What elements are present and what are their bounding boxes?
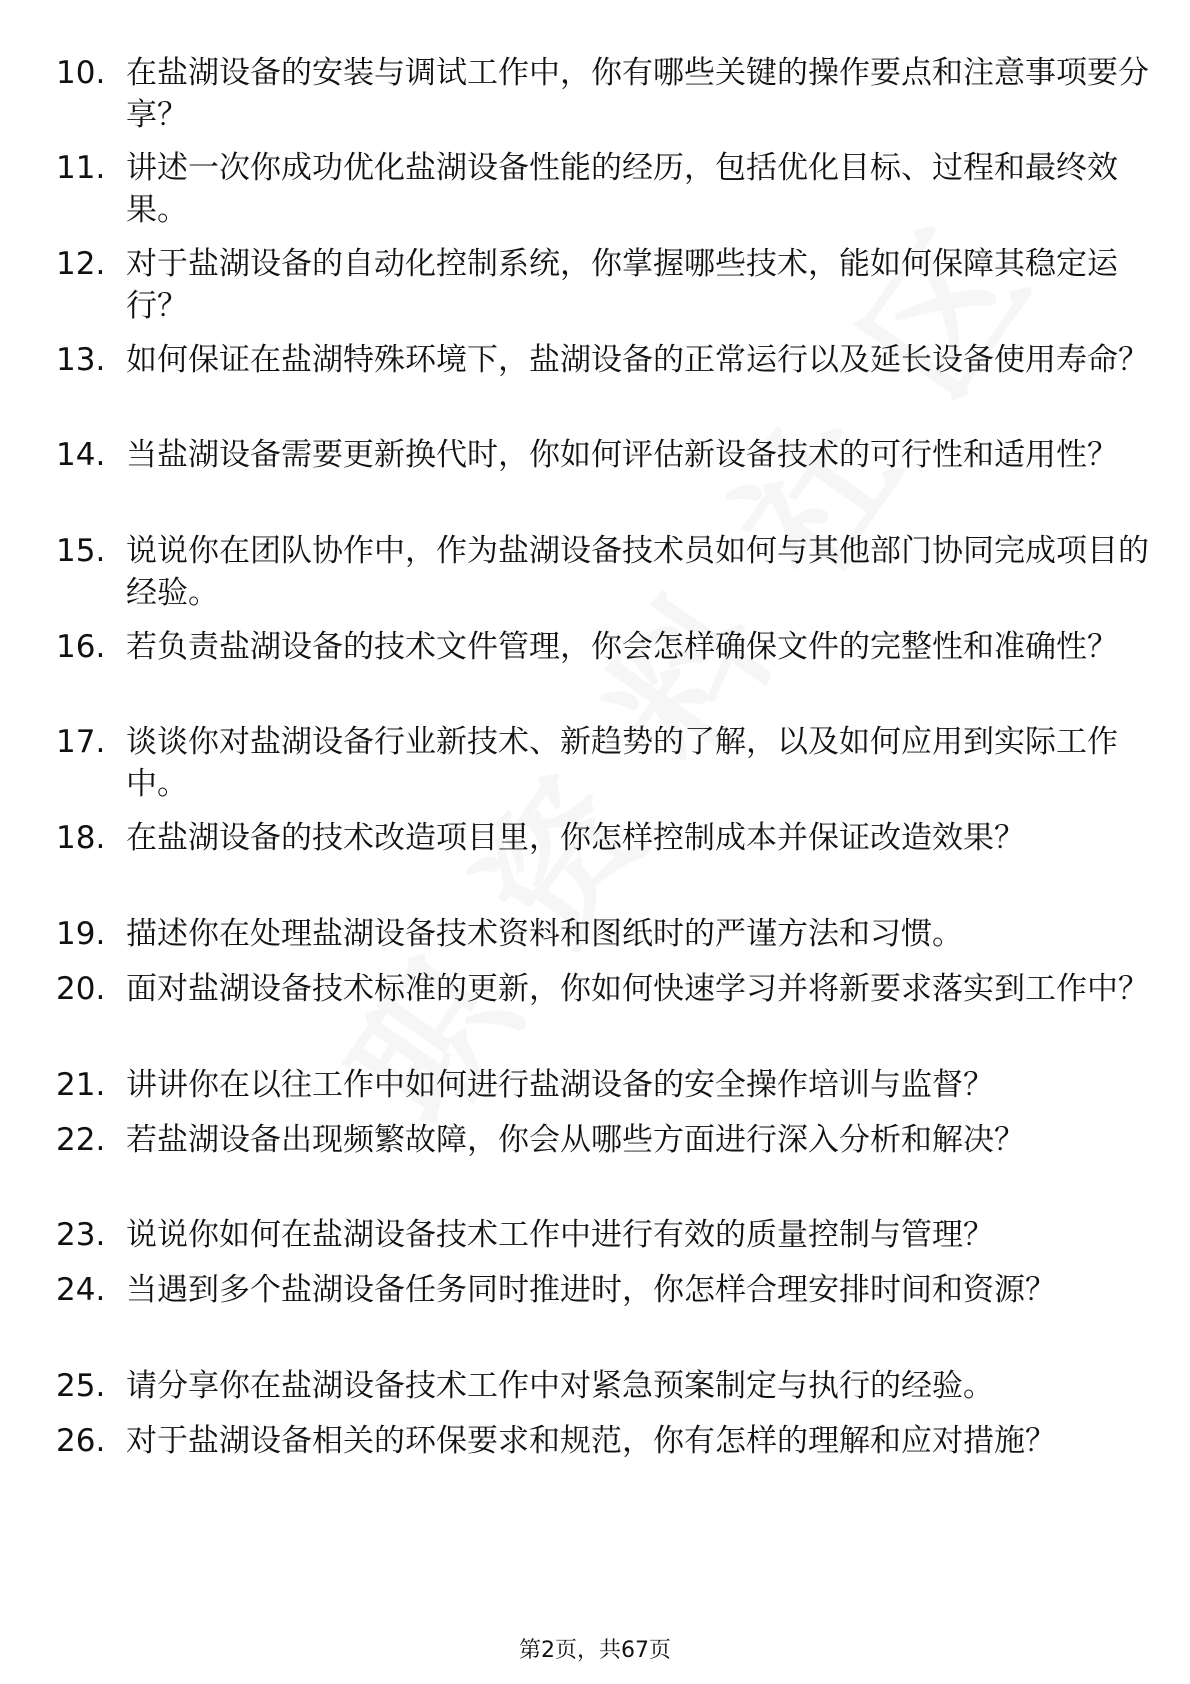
question-text: 说说你如何在盐湖设备技术工作中进行有效的质量控制与管理？ — [126, 1217, 994, 1253]
question-item — [56, 1365, 1136, 1407]
question-number: 19. — [56, 916, 106, 952]
question-number: 23. — [56, 1217, 106, 1253]
question-text: 说说你在团队协作中，作为盐湖设备技术员如何与其他部门协同完成项目的经验。 — [126, 533, 1149, 611]
question-number: 13. — [56, 342, 106, 378]
question-number: 24. — [56, 1272, 106, 1308]
question-item — [56, 434, 1136, 518]
question-text: 讲讲你在以往工作中如何进行盐湖设备的安全操作培训与监督？ — [126, 1067, 994, 1103]
question-text: 当遇到多个盐湖设备任务同时推进时，你怎样合理安排时间和资源？ — [126, 1272, 1056, 1308]
question-number: 17. — [56, 724, 106, 760]
question-number: 18. — [56, 820, 106, 856]
page-number-label: 第2页，共67页 — [519, 1638, 671, 1663]
question-number: 10. — [56, 55, 106, 91]
question-text: 当盐湖设备需要更新换代时，你如何评估新设备技术的可行性和适用性？ — [126, 437, 1118, 473]
question-text: 请分享你在盐湖设备技术工作中对紧急预案制定与执行的经验。 — [126, 1368, 994, 1404]
question-number: 22. — [56, 1122, 106, 1158]
question-number: 16. — [56, 629, 106, 665]
question-number: 21. — [56, 1067, 106, 1103]
question-item — [56, 817, 1136, 901]
question-text: 如何保证在盐湖特殊环境下，盐湖设备的正常运行以及延长设备使用寿命？ — [126, 342, 1149, 378]
question-text: 在盐湖设备的安装与调试工作中，你有哪些关键的操作要点和注意事项要分享？ — [126, 55, 1149, 133]
question-item — [56, 913, 1136, 955]
question-text: 在盐湖设备的技术改造项目里，你怎样控制成本并保证改造效果？ — [126, 820, 1025, 856]
question-number: 12. — [56, 246, 106, 282]
question-text: 面对盐湖设备技术标准的更新，你如何快速学习并将新要求落实到工作中？ — [126, 971, 1149, 1007]
question-item — [56, 1119, 1136, 1203]
question-text: 谈谈你对盐湖设备行业新技术、新趋势的了解，以及如何应用到实际工作中。 — [126, 724, 1118, 802]
question-item — [56, 339, 1149, 423]
question-number: 14. — [56, 437, 106, 473]
question-item — [56, 243, 1136, 327]
page-footer — [0, 1636, 1190, 1666]
question-item — [56, 1214, 1136, 1256]
question-number: 25. — [56, 1368, 106, 1404]
question-text: 对于盐湖设备的自动化控制系统，你掌握哪些技术，能如何保障其稳定运行？ — [126, 246, 1118, 324]
question-text: 对于盐湖设备相关的环保要求和规范，你有怎样的理解和应对措施？ — [126, 1423, 1056, 1459]
question-text: 描述你在处理盐湖设备技术资料和图纸时的严谨方法和习惯。 — [126, 916, 963, 952]
question-text: 讲述一次你成功优化盐湖设备性能的经历，包括优化目标、过程和最终效果。 — [126, 150, 1118, 228]
question-item — [56, 968, 1149, 1052]
question-item — [56, 721, 1136, 805]
question-text: 若负责盐湖设备的技术文件管理，你会怎样确保文件的完整性和准确性？ — [126, 629, 1118, 665]
question-item — [56, 1064, 1136, 1106]
question-item — [56, 1269, 1136, 1353]
question-item — [56, 147, 1136, 231]
question-number: 15. — [56, 533, 106, 569]
question-item — [56, 626, 1136, 710]
question-number: 26. — [56, 1423, 106, 1459]
question-item — [56, 1420, 1136, 1504]
question-number: 20. — [56, 971, 106, 1007]
question-item — [56, 530, 1149, 614]
question-item — [56, 52, 1149, 136]
question-text: 若盐湖设备出现频繁故障，你会从哪些方面进行深入分析和解决？ — [126, 1122, 1025, 1158]
question-number: 11. — [56, 150, 106, 186]
